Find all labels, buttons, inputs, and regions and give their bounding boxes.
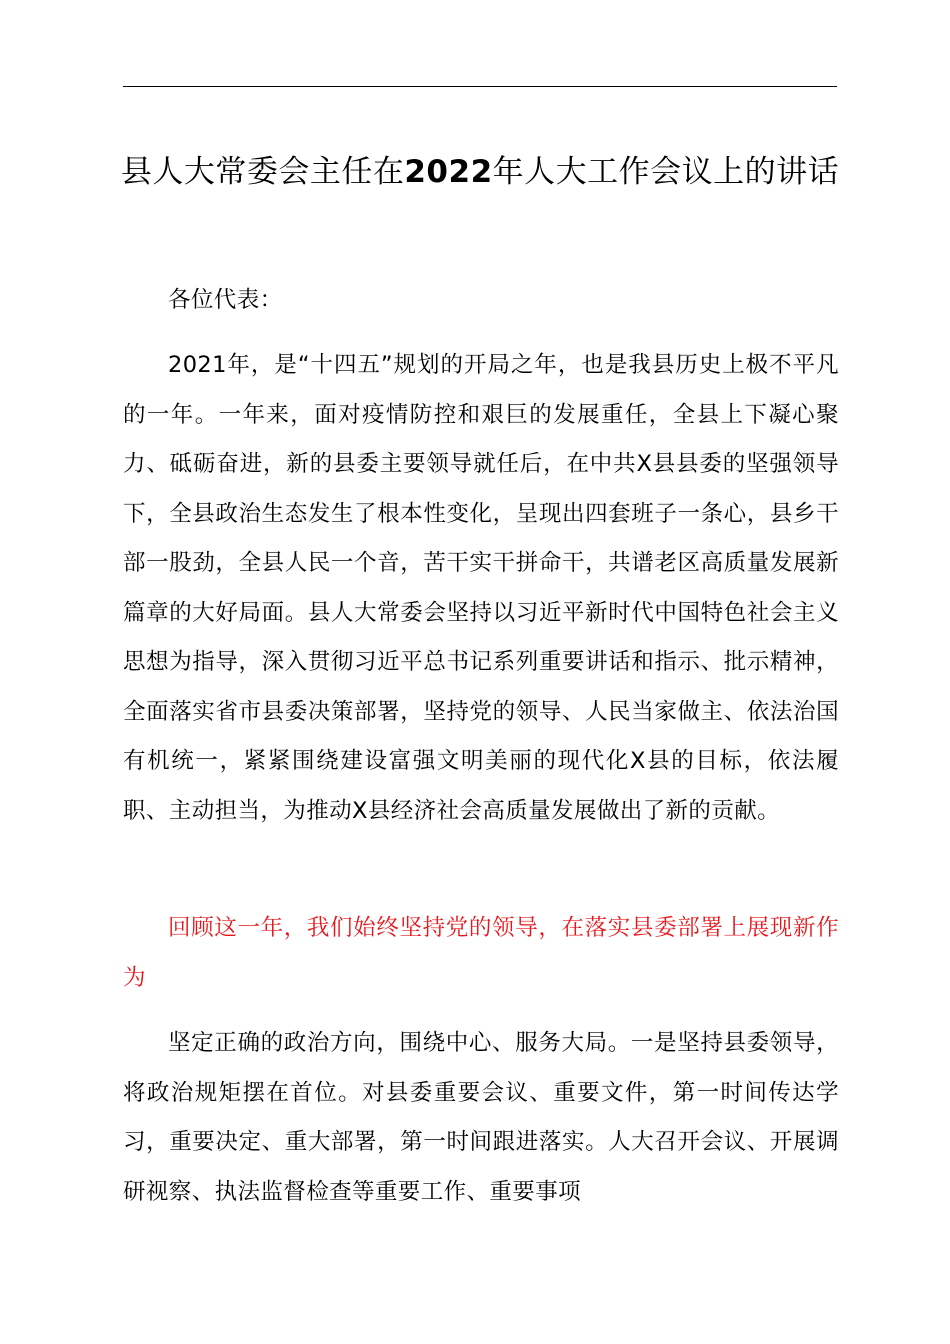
header-rule [123,86,837,87]
title-year: 2022 [404,154,493,190]
salutation: 各位代表： [168,287,283,313]
page-title [110,150,850,195]
title-part2: 年人大工作会议上的讲话 [492,154,840,190]
body-paragraph-2: 坚定正确的政治方向，围绕中心、服务大局。一是坚持县委领导，将政治规矩摆在首位。对县委重要会议、重要文件，第一时间传达学习，重要决定、重大部署，第一时间跟进落实。人大召开会议、开展调研视察、执法监督检查等重要工作、重要事项 [123,1030,839,1205]
body-paragraph-1: 2021年，是“十四五”规划的开局之年，也是我县历史上极不平凡的一年。一年来，面对疫情防控和艰巨的发展重任，全县上下凝心聚力、砥砺奋进，新的县委主要领导就任后，在中共X县县委的坚强领导下，全县政治生态发生了根本性变化，呈现出四套班子一条心，县乡干部一股劲，全县人民一个音，苦干实干拼命干，共谱老区高质量发展新篇章的大好局面。县人大常委会坚持以习近平新时代中国特色社会主义思想为指导，深入贯彻习近平总书记系列重要讲话和指示、批示精神，全面落实省市县委决策部署，坚持党的领导、人民当家做主、依法治国有机统一，紧紧围绕建设富强文明美丽的现代化X县的目标，依法履职、主动担当，为推动X县经济社会高质量发展做出了新的贡献。 [123,352,839,824]
section-heading: 回顾这一年，我们始终坚持党的领导，在落实县委部署上展现新作为 [123,915,839,991]
title-part1: 县人大常委会主任在 [120,154,405,190]
